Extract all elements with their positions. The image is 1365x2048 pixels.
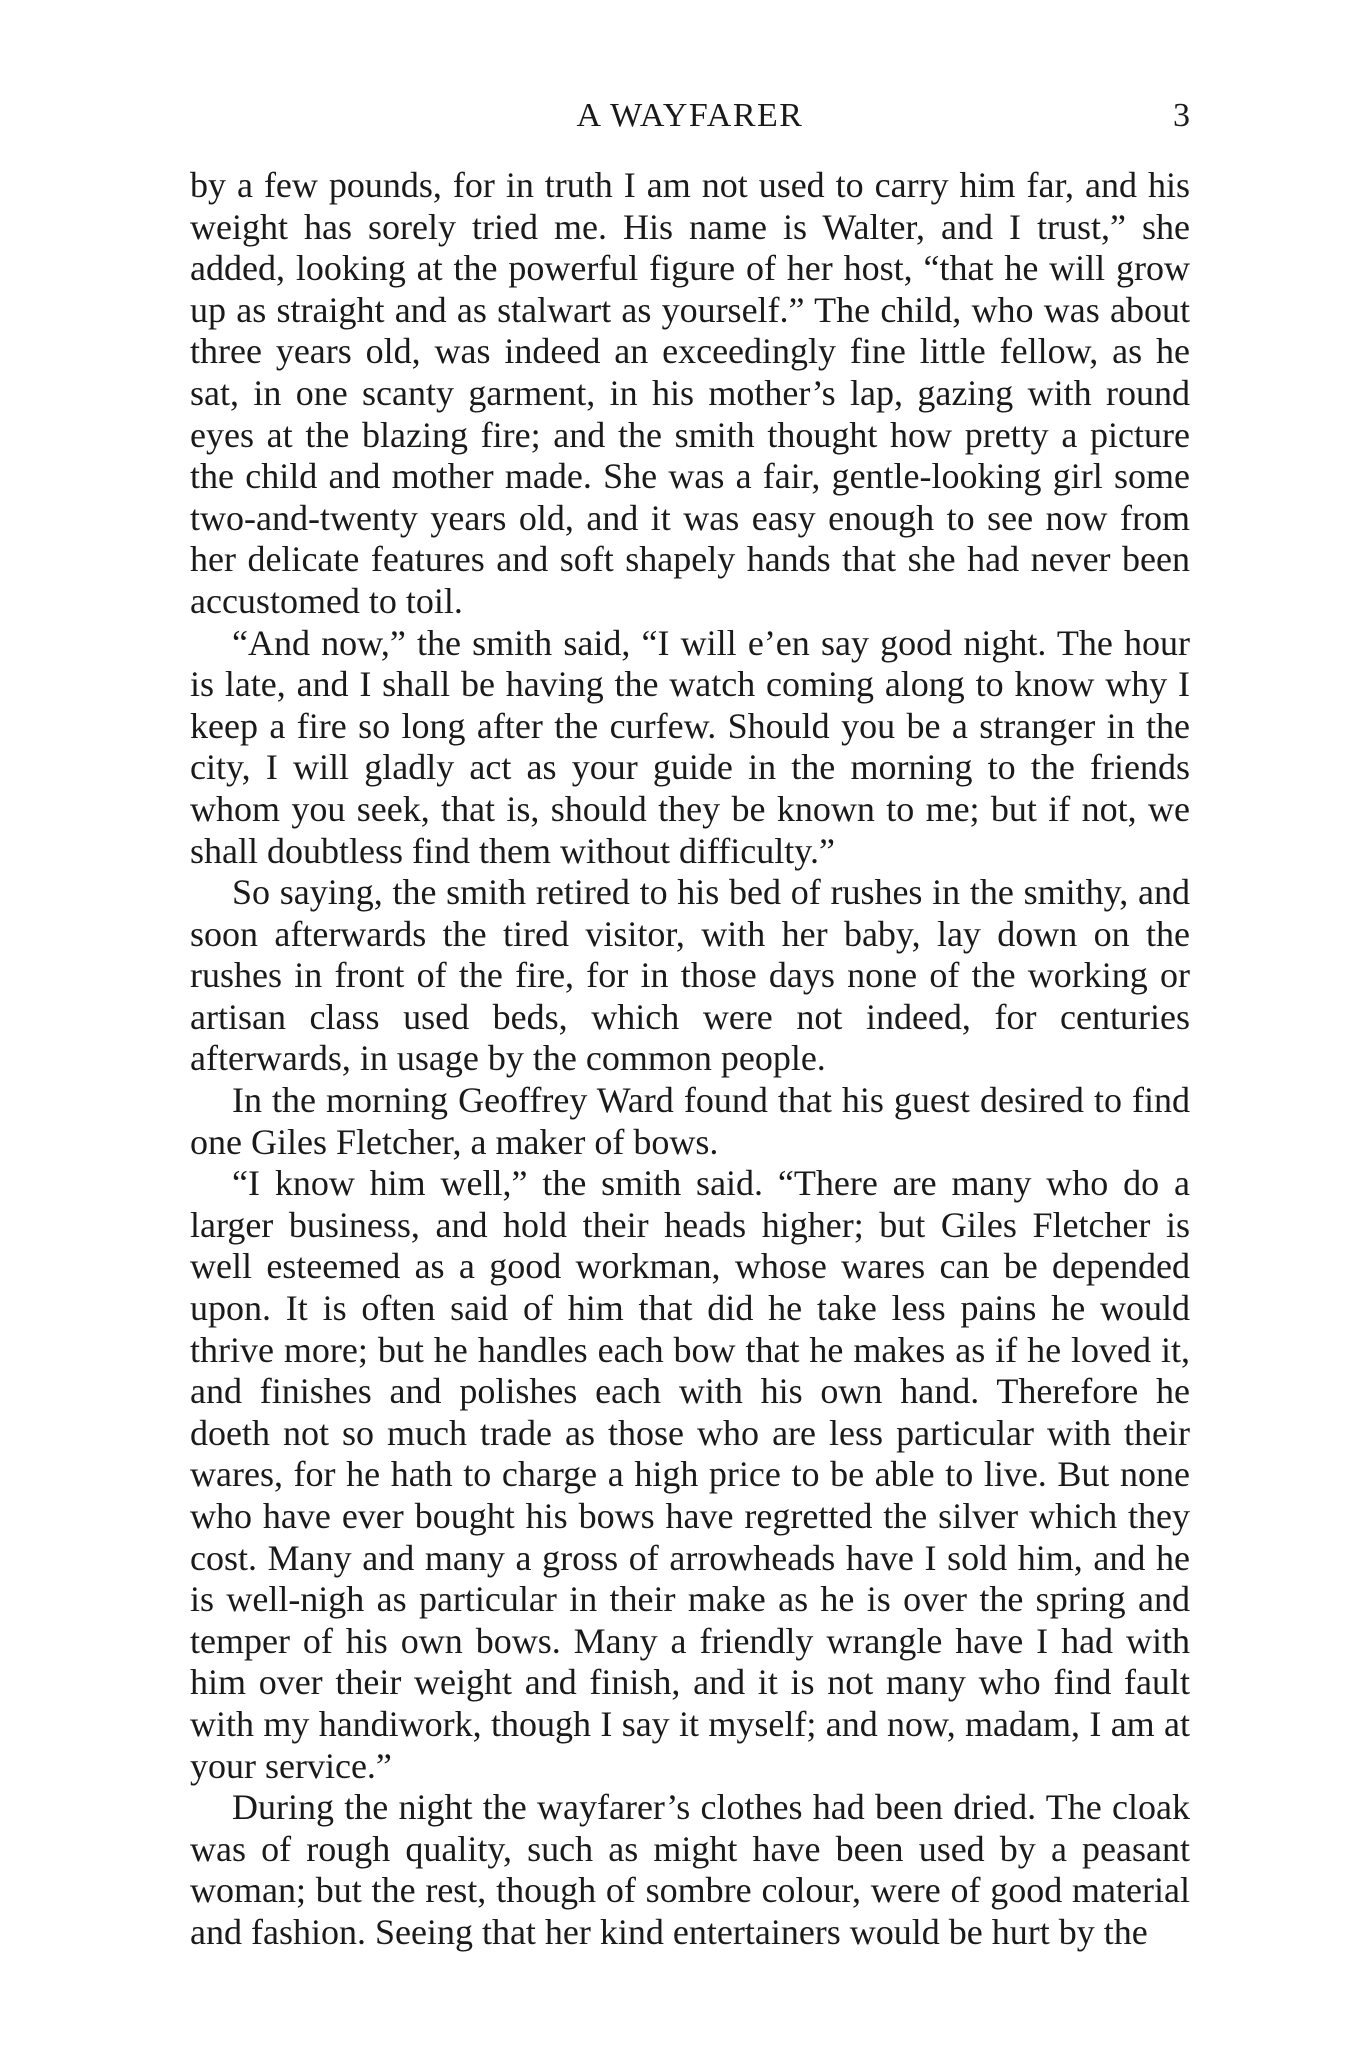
running-title: A WAYFARER [576,97,804,134]
paragraph: “I know him well,” the smith said. “There are many who do a larger business, and hold their heads higher; but Giles Fletcher is well esteemed as a good workman, whose wares can be depended upon. It is often said of him that did he take less pains he would thrive more; but he handles each bow that he makes as if he loved it, and finishes and polishes each with his own hand. Therefore he doeth not so much trade as those who are less particular with their wares, for he hath to charge a high price to be able to live. But none who have ever bought his bows have regretted the silver which they cost. Many and many a gross of arrowheads have I sold him, and he is well-nigh as particular in their make as he is over the spring and temper of his own bows. Many a friendly wrangle have I had with him over their weight and finish, and it is not many who find fault with my handiwork, though I say it myself; and now, madam, I am at your service.” [190,1163,1190,1786]
paragraph: During the night the wayfarer’s clothes had been dried. The cloak was of rough quality, such as might have been used by a peasant woman; but the rest, though of sombre colour, were of good material and fashion. Seeing that her kind entertainers would be hurt by the [190,1787,1190,1952]
page-number: 3 [1173,97,1190,134]
paragraph-continued: by a few pounds, for in truth I am not used to carry him far, and his weight has sorely tried me. His name is Walter, and I trust,” she added, looking at the powerful figure of her host, “that he will grow up as straight and as stalwart as yourself.” The child, who was about three years old, was indeed an exceedingly fine little fellow, as he sat, in one scanty garment, in his mother’s lap, gazing with round eyes at the blazing fire; and the smith thought how pretty a picture the child and mother made. She was a fair, gentle-looking girl some two-and-twenty years old, and it was easy enough to see now from her delicate features and soft shapely hands that she had never been accustomed to toil. [190,165,1190,621]
body-text [190,165,1190,1954]
paragraph: “And now,” the smith said, “I will e’en say good night. The hour is late, and I shall be having the watch coming along to know why I keep a fire so long after the curfew. Should you be a stranger in the city, I will gladly act as your guide in the morning to the friends whom you seek, that is, should they be known to me; but if not, we shall doubtless find them without difficulty.” [190,622,1190,871]
running-header [190,92,1190,140]
book-page [190,0,1190,2048]
paragraph: In the morning Geoffrey Ward found that his guest desired to find one Giles Fletcher, a maker of bows. [190,1080,1190,1162]
paragraph: So saying, the smith retired to his bed of rushes in the smithy, and soon afterwards the tired visitor, with her baby, lay down on the rushes in front of the fire, for in those days none of the working or artisan class used beds, which were not indeed, for centuries afterwards, in usage by the common people. [190,872,1190,1079]
